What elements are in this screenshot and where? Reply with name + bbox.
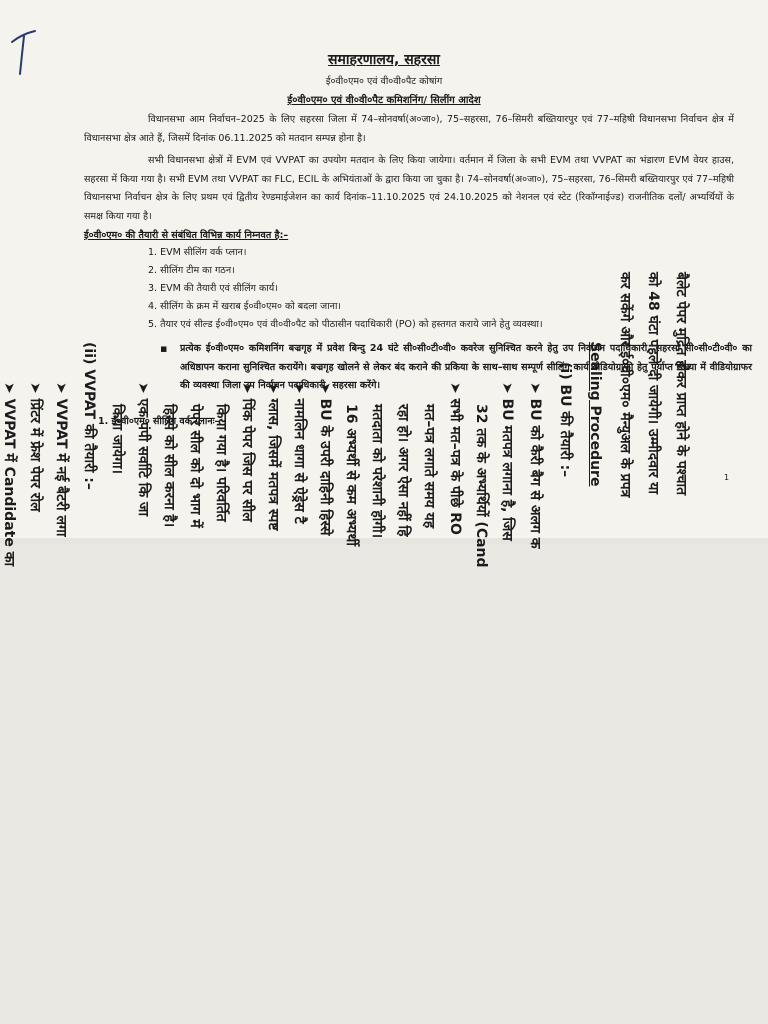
rotated-page-content [1,272,694,752]
text-line: किया गया है। परिवर्तित [213,404,229,522]
text-line: को 48 घंटा पहले दी जायेगी। उम्मीदवार या [645,272,661,494]
text-line: 16 अभ्यर्थी से कम अभ्यर्थी [343,404,359,546]
section-heading: 1. ई०वी०एम० सीलिंग वर्क प्लानः– [98,416,220,427]
text-line: ➤ VVPAT में Candidate का [1,382,17,567]
list-item: 5. तैयार एवं सील्ड ई०वी०एम० एवं वी०वी०पैट को पीठासीन पदाधिकारी (PO) को हस्तगत कराये जाने हेतु व्यवस्था। [148,319,543,330]
cell-name: ई०वी०एम० एवं वी०वी०पैट कोषांग [325,76,443,87]
list-item: 4. सीलिंग के क्रम में खराब ई०वी०एम० को बदला जाना। [148,301,342,312]
page-title: समाहरणालय, सहरसा [328,52,440,68]
text-line: रहा हो। अगर ऐसा नहीं हि [395,404,411,537]
bullet-icon: ▪ [160,342,168,355]
tasks-heading: ई०वी०एम० की तैयारी से संबंधित विभिन्न कार्य निम्नवत है:– [84,230,289,241]
order-heading: ई०वी०एम० एवं वी०वी०पैट कमिशनिंग/ सिलींग आदेश [287,95,481,106]
text-line: ➤ VVPAT में नई बैटरी लगा [53,382,69,537]
text-line: ➤ ग्लास, जिसमें मतपत्र स्पष्ट [265,382,281,531]
list-item: 3. EVM की तैयारी एवं सीलिंग कार्य। [148,283,278,294]
text-line: ➤ BU के उपरी दाहिनी हिस्से [317,382,333,536]
text-line: ➤ प्रिंटर में फ्रेश पेपर रोल [27,382,43,512]
text-line: मत–पत्र लगाते समय यह [421,404,437,529]
list-item: 2. सीलिंग टीम का गठन। [148,265,235,276]
vvpat-preparation-heading: (ii) VVPAT की तैयारी :– [81,342,97,490]
cctv-instruction-text: प्रत्येक ई०वी०एम० कमिशनिंग बज्रगृह में प्रवेश बिन्दु 24 घंटे सी०सी०टी०वी० कवरेज सुनिश्चित करने हेतु उप निर्वाचन पदाधिकारी, सहरसा सी०सी०टी०वी० का अधिष्ठापन कराना सुनिश्चित करायेंगे। बज्रगृह खोलने से लेकर बंद कराने की प्रकिया के साथ–साथ सम्पूर्ण सीलिंग कार्य वीडियोग्राफी हेतु पर्याप्त संख्या में वीडियोग्राफर की व्यवस्था जिला उप निर्वाचन पदाधिकारी, सहरसा करेंगे। [180,343,752,391]
text-line: ➤ नामलिन धागा से ऐड्रेस टै [291,382,307,524]
text-line: मतदाता को परेशानी होगी। [369,404,385,539]
text-line: 32 तक के अभ्यर्थियों (Cand [473,404,489,568]
evm-paragraph: सभी विधानसभा क्षेत्रों में EVM एवं VVPAT का उपयोग मतदान के लिए किया जायेगा। वर्तमान में जिला के सभी EVM तथा VVPAT का भंडारण EVM वेयर हाउस, सहरसा में किया गया है। सभी EVM तथा VVPAT का FLC, ECIL के अभियंताओं के द्वारा किया जा चुका है। 74–सोनवर्षा(अ०जा०), 75–सहरसा, 76–सिमरी बख्तियारपुर एवं 77–महिषी विधानसभा निर्वाचन क्षेत्र के लिए प्रथम एवं द्वितीय रेण्डमाईजेशन का कार्य दिनांक–11.10.2025 एवं 24.10.2025 को नेशनल एवं स्टेट (रिकॉग्नाईज्ड) राजनीतिक दलों/ अभ्यर्थियों के समक्ष किया गया है। [84,155,734,222]
text-line: हिस्से को सील करना है। [161,404,177,528]
text-line: बैलेट पेपर मुद्रित होकर प्राप्त होने के पश्चात [673,272,689,496]
text-line: कर सकेंगे और ई०वी०एम० मैन्युअल के प्रपत्र [617,272,633,498]
text-line: किया जायेगा। [109,404,125,474]
bu-preparation-heading: (i) BU की तैयारी :– [557,362,573,478]
intro-paragraph: विधानसभा आम निर्वाचन–2025 के लिए सहरसा जिला में 74–सोनवर्षा(अ०जा०), 75–सहरसा, 76–सिमरी बख्तियारपुर एवं 77–महिषी विधानसभा निर्वाचन क्षेत्र में विधानसभा क्षेत्र आते हैं, जिसमें दिनांक 06.11.2025 को मतदान सम्पन्न होना है। [84,114,734,144]
sealing-procedure-heading: Sealing Procedure [587,342,603,487]
page-number: 1 [724,473,730,482]
list-item: 1. EVM सीलिंग वर्क प्लान। [148,247,247,258]
text-line: ➤ BU को कैरी बैग से अलग क [527,382,543,549]
text-line: ➤ BU मतपत्र लगाना है, जिस [499,382,515,541]
text-line: ➤ सभी मत–पत्र के पीछे RO [447,382,463,535]
text-line: ➤ पिंक पेपर जिस पर सील [239,382,255,522]
text-line: पेपर सील को दो भाग में [187,404,203,528]
text-line: ➤ एक पंपी सर्वाटि कि जा [135,382,151,517]
